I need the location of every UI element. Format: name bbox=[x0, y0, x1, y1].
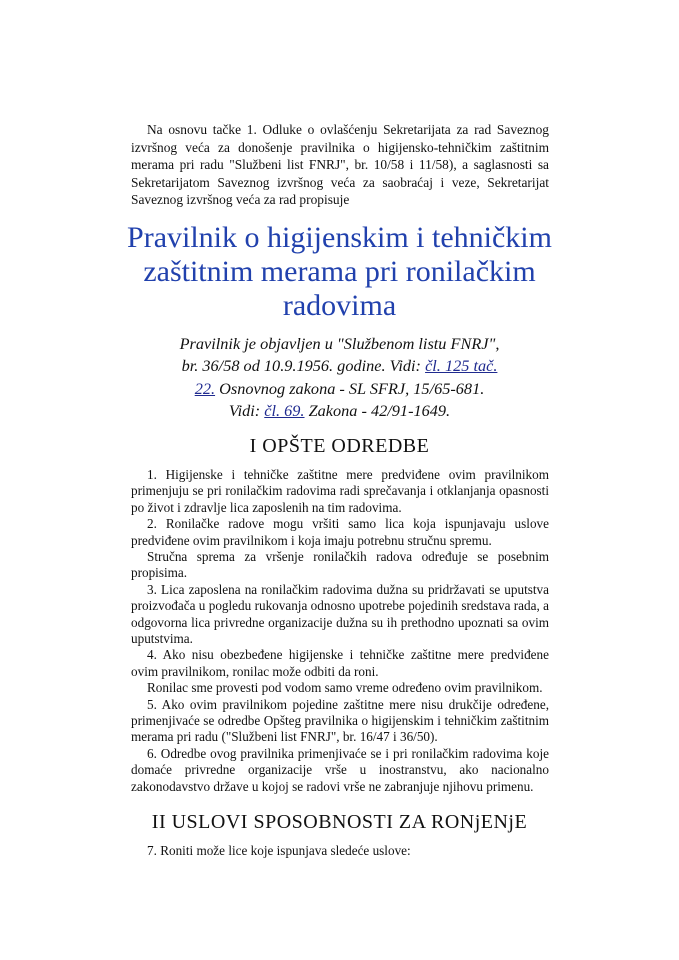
note-text: Pravilnik je objavljen u "Službenom listu FNRJ", br. 36/58 od 10.9.1956. godine. Vidi: bbox=[179, 333, 500, 376]
preamble-paragraph: Na osnovu tačke 1. Odluke o ovlašćenju Sekretarijata za rad Saveznog izvršnog veća za donošenje pravilnika o higijensko-tehničkim zaštitnim merama pri radu "Službeni list FNRJ", br. 10/58 i 11/58), a saglasnosti sa Sekretarijatom Saveznog izvršnog veća za saobraćaj i veze, Sekretarijat Saveznog izvršnog veća za rad propisuje bbox=[131, 122, 549, 208]
section-heading-diving-conditions: II USLOVI SPOSOBNOSTI ZA RONjENjE bbox=[151, 811, 528, 834]
document-title: Pravilnik o higijenskim i tehničkim zaštitnim merama pri ronilačkim radovima bbox=[127, 220, 552, 322]
note-text: Osnovnog zakona - SL SFRJ, 15/65-681. Vidi: bbox=[215, 378, 485, 421]
article-paragraph: 2. Ronilačke radove mogu vršiti samo lica koja ispunjavaju uslove predviđene ovim pravilnikom i koja imaju potrebnu stručnu spremu. bbox=[131, 516, 549, 548]
section-general-body bbox=[131, 467, 549, 795]
article-paragraph: 1. Higijenske i tehničke zaštitne mere predviđene ovim pravilnikom primenjuju se pri ronilačkim radovima radi sprečavanja i otklanjanja opasnosti po život i zdravlje lica zaposlenih na tim radovima. bbox=[131, 466, 549, 515]
article-paragraph: 5. Ako ovim pravilnikom pojedine zaštitne mere nisu drukčije određene, primenjivaće se odredbe Opšteg pravilnika o higijenskim i tehničkim zaštitnim merama pri radu ("Službeni list FNRJ", br. 16/47 i 36/50). bbox=[131, 696, 549, 745]
article-paragraph: Stručna sprema za vršenje ronilačkih radova određuje se posebnim propisima. bbox=[131, 549, 549, 581]
publication-note bbox=[179, 333, 501, 423]
article-paragraph: 4. Ako nisu obezbeđene higijenske i tehničke zaštitne mere predviđene ovim pravilnikom, ronilac može odbiti da roni. bbox=[131, 647, 549, 679]
article-paragraph: 3. Lica zaposlena na ronilačkim radovima dužna su pridržavati se uputstva proizvođača u pogledu rukovanja odnosno upotrebe pojedinih sredstava rada, a odgovorna lica privredne organizacije dužna su ih prethodno upoznati sa ovim uputstvima. bbox=[131, 581, 549, 647]
link-article-125[interactable]: čl. 125 tač. 22. bbox=[194, 356, 498, 398]
note-text: Zakona - 42/91-1649. bbox=[304, 401, 451, 421]
link-article-69[interactable]: čl. 69. bbox=[264, 401, 305, 421]
article-paragraph: 7. Roniti može lice koje ispunjava sledeće uslove: bbox=[147, 843, 411, 859]
section-heading-general: I OPŠTE ODREDBE bbox=[249, 434, 430, 457]
article-paragraph: 6. Odredbe ovog pravilnika primenjivaće se i pri ronilačkim radovima koje domaće privredne organizacije vrše u inostranstvu, ako nacionalno zakonodavstvo države u kojoj se radovi vrše ne zabranjuje njihovu primenu. bbox=[131, 745, 549, 794]
article-paragraph: Ronilac sme provesti pod vodom samo vreme određeno ovim pravilnikom. bbox=[147, 680, 543, 696]
